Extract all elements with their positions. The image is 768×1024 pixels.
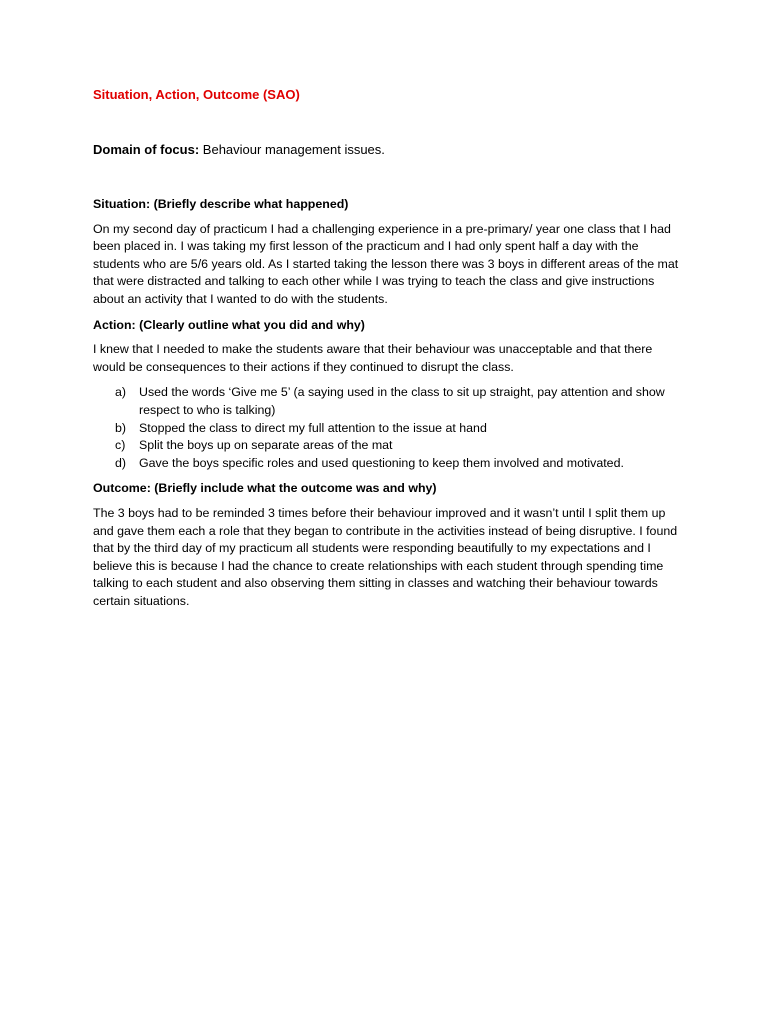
list-item-text: Used the words ‘Give me 5’ (a saying used in the class to sit up straight, pay attention and show respect to who is talking) (139, 385, 665, 417)
list-marker: c) (115, 438, 126, 453)
situation-heading: Situation: (Briefly describe what happened) (93, 197, 349, 211)
action-heading: Action: (Clearly outline what you did and why) (93, 317, 365, 332)
situation-paragraph: On my second day of practicum I had a challenging experience in a pre-primary/ year one class that I had been placed in. I was taking my first lesson of the practicum and I had only spent half a day with the students who are 5/6 years old. As I started taking the lesson there was 3 boys in different areas of the mat that were distracted and talking to each other while I was trying to teach the class and give instructions about an activity that I wanted to do with the students. (93, 221, 679, 306)
action-paragraph: I knew that I needed to make the students aware that their behaviour was unacceptable and that there would be consequences to their actions if they continued to disrupt the class. (93, 342, 653, 374)
action-list (93, 384, 683, 472)
list-marker: b) (115, 420, 127, 435)
domain-value: Behaviour management issues. (202, 142, 385, 157)
document-body (93, 196, 683, 618)
outcome-paragraph: The 3 boys had to be reminded 3 times before their behaviour improved and it wasn’t until I split them up and gave them each a role that they began to contribute in the activities instead of being disruptive. I found that by the third day of my practicum all students were responding beautifully to my expectations and I believe this is because I had the chance to create relationships with each student through spending time talking to each student and also observing them sitting in classes and watching their behaviour towards certain situations. (93, 505, 678, 608)
list-item (93, 455, 683, 473)
list-item-text: Gave the boys specific roles and used questioning to keep them involved and motivated. (139, 455, 624, 470)
list-item-text: Stopped the class to direct my full attention to the issue at hand (139, 420, 487, 435)
list-item (93, 420, 683, 438)
document-title: Situation, Action, Outcome (SAO) (93, 87, 300, 102)
list-item (93, 384, 683, 419)
list-marker: a) (115, 385, 127, 400)
outcome-heading: Outcome: (Briefly include what the outcome was and why) (93, 481, 437, 496)
list-item-text: Split the boys up on separate areas of the mat (139, 438, 393, 453)
list-item (93, 437, 683, 455)
domain-of-focus (93, 142, 385, 157)
list-marker: d) (115, 455, 127, 470)
domain-label: Domain of focus: (93, 142, 200, 157)
